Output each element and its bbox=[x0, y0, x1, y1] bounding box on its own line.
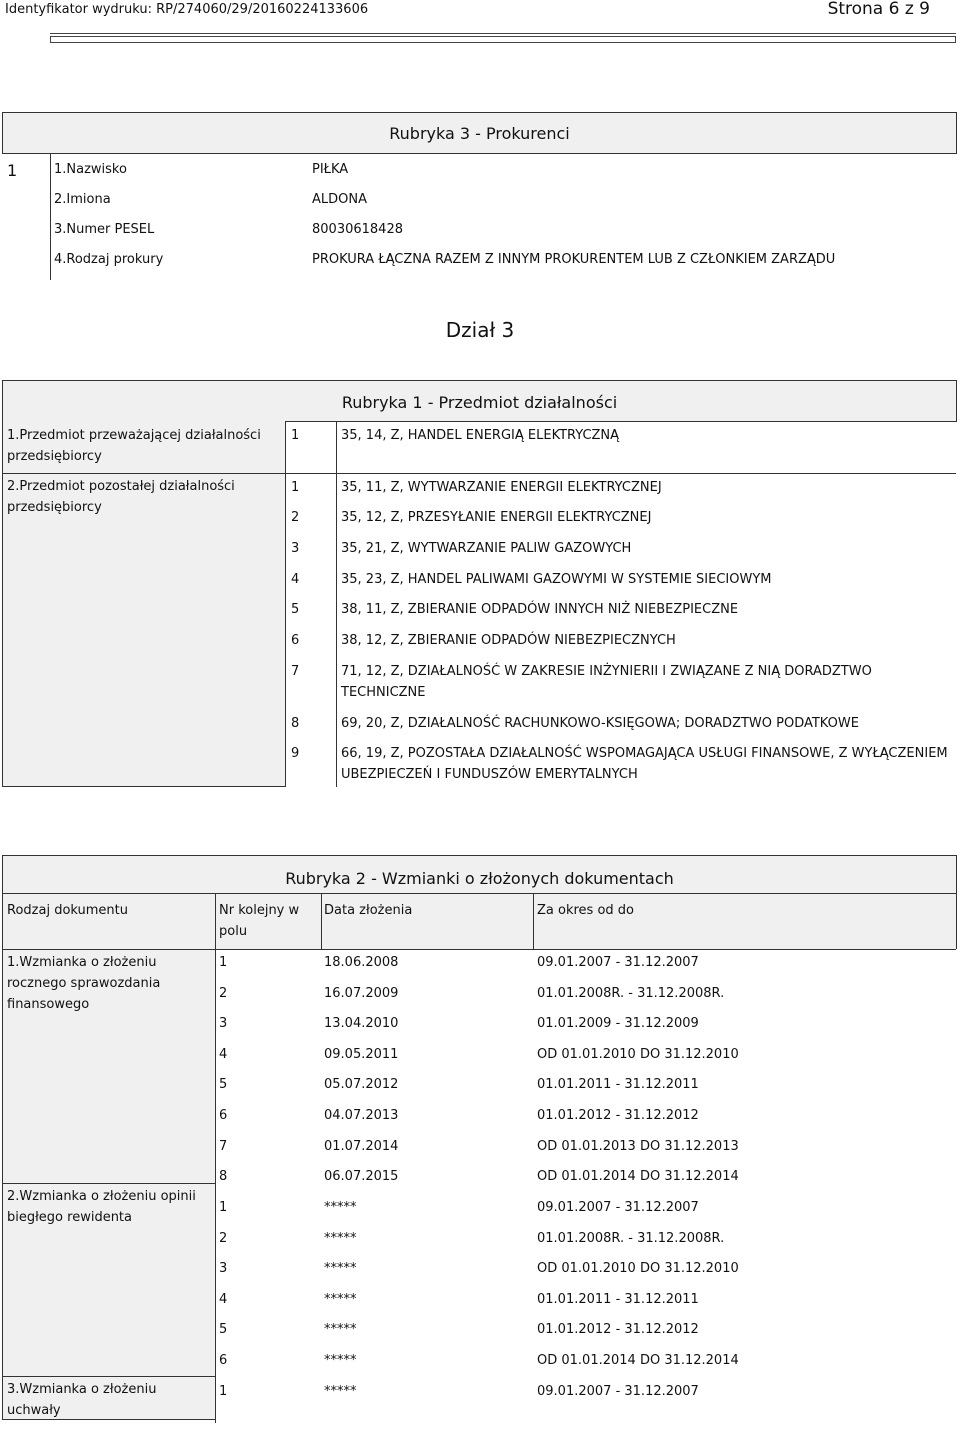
column-header-rodzaj: Rodzaj dokumentu bbox=[7, 903, 128, 918]
prokurenci-table bbox=[2, 112, 957, 280]
filing-date: 16.07.2009 bbox=[324, 985, 399, 1001]
activity-number: 6 bbox=[291, 633, 300, 648]
filing-date: 01.07.2014 bbox=[324, 1138, 399, 1154]
column-header-okres: Za okres od do bbox=[537, 903, 634, 918]
column-header-data: Data złożenia bbox=[324, 903, 413, 918]
filing-date: ***** bbox=[324, 1322, 357, 1338]
filing-date: 06.07.2015 bbox=[324, 1169, 399, 1185]
przedmiot-table bbox=[2, 380, 957, 787]
row-number: 2 bbox=[219, 1230, 228, 1246]
row-number: 6 bbox=[219, 1353, 228, 1368]
filing-period: 01.01.2011 - 31.12.2011 bbox=[537, 1291, 699, 1307]
filing-date: 04.07.2013 bbox=[324, 1108, 399, 1123]
activity-number: 1 bbox=[291, 480, 300, 495]
przedmiot-main-label: 1.Przedmiot przeważającej działalności przedsiębiorcy bbox=[7, 428, 261, 464]
activity-description: 35, 14, Z, HANDEL ENERGIĄ ELEKTRYCZNĄ bbox=[341, 428, 620, 443]
prokurent-field-value: 80030618428 bbox=[312, 222, 403, 237]
przedmiot-other-label: 2.Przedmiot pozostałej działalności przedsiębiorcy bbox=[7, 479, 235, 515]
prokurent-field-label: 3.Numer PESEL bbox=[54, 222, 155, 237]
prokurent-field-label: 4.Rodzaj prokury bbox=[54, 252, 164, 267]
document-type-label: 1.Wzmianka o złożeniu rocznego sprawozdania finansowego bbox=[7, 955, 161, 1012]
filing-date: ***** bbox=[324, 1384, 357, 1399]
header-divider bbox=[50, 33, 956, 34]
activity-number: 5 bbox=[291, 602, 300, 617]
activity-number: 4 bbox=[291, 572, 300, 587]
activity-description: 35, 11, Z, WYTWARZANIE ENERGII ELEKTRYCZNEJ bbox=[341, 480, 662, 495]
filing-period: 09.01.2007 - 31.12.2007 bbox=[537, 1384, 699, 1399]
row-number: 5 bbox=[219, 1322, 228, 1338]
filing-date: 09.05.2011 bbox=[324, 1046, 399, 1062]
filing-date: ***** bbox=[324, 1200, 357, 1215]
prokurent-field-value: PROKURA ŁĄCZNA RAZEM Z INNYM PROKURENTEM LUB Z CZŁONKIEM ZARZĄDU bbox=[312, 252, 836, 267]
filing-date: 18.06.2008 bbox=[324, 955, 399, 970]
filing-period: OD 01.01.2014 DO 31.12.2014 bbox=[537, 1353, 739, 1368]
row-number: 5 bbox=[219, 1077, 228, 1093]
activity-number: 8 bbox=[291, 716, 300, 731]
row-number: 3 bbox=[219, 1016, 228, 1032]
activity-description: 71, 12, Z, DZIAŁALNOŚĆ W ZAKRESIE INŻYNIERII I ZWIĄZANE Z NIĄ DORADZTWO TECHNICZNE bbox=[341, 664, 872, 700]
row-number: 7 bbox=[219, 1138, 228, 1154]
filing-period: 09.01.2007 - 31.12.2007 bbox=[537, 955, 699, 970]
document-type-label: 3.Wzmianka o złożeniu uchwały bbox=[7, 1382, 157, 1418]
row-number: 8 bbox=[219, 1169, 228, 1185]
activity-number: 7 bbox=[291, 664, 300, 679]
prokurent-field-value: ALDONA bbox=[312, 192, 367, 207]
page-number: Strona 6 z 9 bbox=[827, 0, 930, 19]
filing-period: 01.01.2009 - 31.12.2009 bbox=[537, 1016, 699, 1032]
filing-date: ***** bbox=[324, 1261, 357, 1277]
prokurent-field-label: 1.Nazwisko bbox=[54, 162, 127, 177]
wzmianki-title: Rubryka 2 - Wzmianki o złożonych dokumentach bbox=[285, 869, 674, 888]
column-header-nr: Nr kolejny w polu bbox=[219, 903, 300, 939]
filing-date: 13.04.2010 bbox=[324, 1016, 399, 1032]
filing-date: ***** bbox=[324, 1353, 357, 1368]
filing-period: 01.01.2008R. - 31.12.2008R. bbox=[537, 1230, 725, 1246]
activity-number: 1 bbox=[291, 428, 300, 443]
activity-number: 2 bbox=[291, 510, 300, 525]
row-number: 1 bbox=[219, 1384, 228, 1399]
activity-description: 38, 12, Z, ZBIERANIE ODPADÓW NIEBEZPIECZNYCH bbox=[341, 633, 676, 648]
activity-description: 35, 21, Z, WYTWARZANIE PALIW GAZOWYCH bbox=[341, 541, 632, 556]
filing-period: 01.01.2012 - 31.12.2012 bbox=[537, 1322, 699, 1338]
filing-period: 01.01.2012 - 31.12.2012 bbox=[537, 1108, 699, 1123]
section-title: Dział 3 bbox=[445, 318, 515, 342]
activity-description: 69, 20, Z, DZIAŁALNOŚĆ RACHUNKOWO-KSIĘGOWA; DORADZTWO PODATKOWE bbox=[341, 716, 859, 731]
wzmianki-table bbox=[2, 855, 957, 1420]
filing-date: ***** bbox=[324, 1230, 357, 1246]
filing-date: 05.07.2012 bbox=[324, 1077, 399, 1093]
filing-period: OD 01.01.2010 DO 31.12.2010 bbox=[537, 1046, 739, 1062]
activity-description: 35, 12, Z, PRZESYŁANIE ENERGII ELEKTRYCZNEJ bbox=[341, 510, 652, 525]
document-type-label: 2.Wzmianka o złożeniu opinii biegłego rewidenta bbox=[7, 1189, 196, 1225]
filing-period: OD 01.01.2010 DO 31.12.2010 bbox=[537, 1261, 739, 1277]
filing-date: ***** bbox=[324, 1291, 357, 1307]
filing-period: 01.01.2008R. - 31.12.2008R. bbox=[537, 985, 725, 1001]
filing-period: OD 01.01.2014 DO 31.12.2014 bbox=[537, 1169, 739, 1185]
filing-period: 01.01.2011 - 31.12.2011 bbox=[537, 1077, 699, 1093]
activity-description: 38, 11, Z, ZBIERANIE ODPADÓW INNYCH NIŻ NIEBEZPIECZNE bbox=[341, 602, 739, 617]
row-number: 6 bbox=[219, 1108, 228, 1123]
print-identifier: Identyfikator wydruku: RP/274060/29/20160224133606 bbox=[5, 2, 369, 17]
row-number: 2 bbox=[219, 985, 228, 1001]
row-number: 1 bbox=[219, 1200, 228, 1215]
activity-number: 3 bbox=[291, 541, 300, 556]
row-number: 1 bbox=[219, 955, 228, 970]
prokurenci-title: Rubryka 3 - Prokurenci bbox=[389, 124, 570, 143]
prokurent-field-label: 2.Imiona bbox=[54, 192, 111, 207]
activity-number: 9 bbox=[291, 746, 300, 761]
prokurent-field-value: PIŁKA bbox=[312, 162, 349, 177]
activity-description: 35, 23, Z, HANDEL PALIWAMI GAZOWYMI W SYSTEMIE SIECIOWYM bbox=[341, 572, 772, 587]
filing-period: 09.01.2007 - 31.12.2007 bbox=[537, 1200, 699, 1215]
activity-description: 66, 19, Z, POZOSTAŁA DZIAŁALNOŚĆ WSPOMAGAJĄCA USŁUGI FINANSOWE, Z WYŁĄCZENIEM UBEZPIECZEŃ I FUNDUSZÓW EMERYTALNYCH bbox=[341, 746, 948, 782]
filing-period: OD 01.01.2013 DO 31.12.2013 bbox=[537, 1138, 739, 1154]
row-number: 4 bbox=[219, 1291, 228, 1307]
row-number: 4 bbox=[219, 1046, 228, 1062]
przedmiot-title: Rubryka 1 - Przedmiot działalności bbox=[341, 393, 618, 412]
prokurent-entry-number: 1 bbox=[7, 161, 18, 180]
row-number: 3 bbox=[219, 1261, 228, 1277]
header-bar bbox=[50, 36, 956, 43]
